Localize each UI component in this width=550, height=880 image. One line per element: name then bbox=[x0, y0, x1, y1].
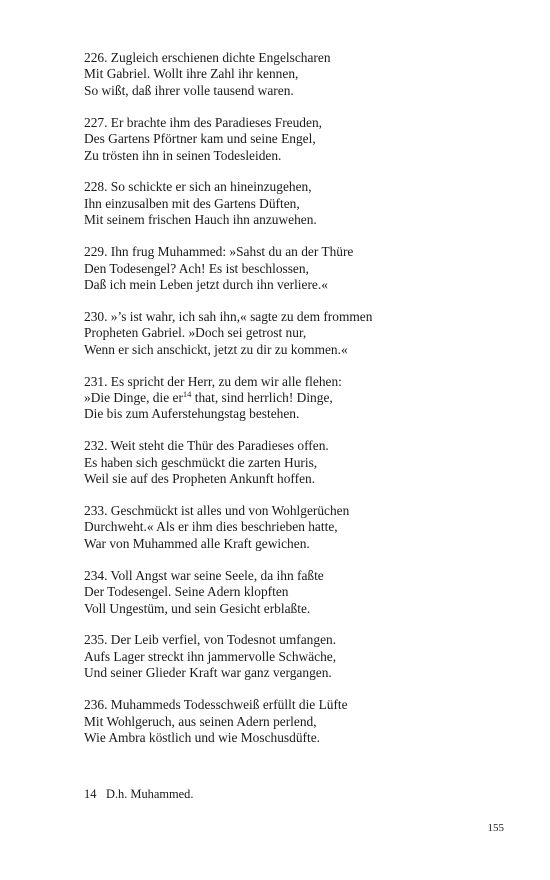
poem-body bbox=[84, 50, 524, 762]
verse-line bbox=[84, 536, 524, 552]
verse-line bbox=[84, 212, 524, 228]
verse-line bbox=[84, 115, 524, 131]
verse-text: Daß ich mein Leben jetzt durch ihn verliere.« bbox=[84, 276, 328, 292]
verse-text: Durchweht.« Als er ihm dies beschrieben hatte, bbox=[84, 519, 338, 535]
verse-line bbox=[84, 471, 524, 487]
verse-line bbox=[84, 196, 524, 212]
verse-text: Ihn einzusalben mit des Gartens Düften, bbox=[84, 195, 300, 211]
verse-text: 232. Weit steht die Thür des Paradieses offen. bbox=[84, 438, 329, 454]
verse-text: 233. Geschmückt ist alles und von Wohlgerüchen bbox=[84, 503, 350, 519]
verse-line bbox=[84, 730, 524, 746]
verse-line bbox=[84, 50, 524, 66]
verse-text: 227. Er brachte ihm des Paradieses Freuden, bbox=[84, 114, 322, 130]
verse-text: 231. Es spricht der Herr, zu dem wir alle flehen: bbox=[84, 373, 342, 389]
verse-text: »Die Dinge, die er bbox=[84, 390, 183, 405]
verse-text: 229. Ihn frug Muhammed: »Sahst du an der Thüre bbox=[84, 244, 354, 260]
stanza bbox=[84, 632, 524, 681]
stanza bbox=[84, 244, 524, 293]
verse-text: Die bis zum Auferstehungstag bestehen. bbox=[84, 406, 300, 422]
footnote-number: 14 bbox=[84, 787, 97, 801]
verse-text: 228. So schickte er sich an hineinzugehen, bbox=[84, 179, 312, 195]
verse-line bbox=[84, 66, 524, 82]
verse-line bbox=[84, 438, 524, 454]
verse-text: Es haben sich geschmückt die zarten Huris, bbox=[84, 454, 318, 470]
verse-line bbox=[84, 455, 524, 471]
footnote-text: D.h. Muhammed. bbox=[106, 787, 194, 801]
verse-line bbox=[84, 244, 524, 260]
verse-line bbox=[84, 406, 524, 422]
verse-line bbox=[84, 568, 524, 584]
verse-line bbox=[84, 632, 524, 648]
verse-text: 235. Der Leib verfiel, von Todesnot umfangen. bbox=[84, 632, 337, 648]
verse-line bbox=[84, 325, 524, 341]
verse-text: Weil sie auf des Propheten Ankunft hoffen. bbox=[84, 471, 316, 487]
verse-text: So wißt, daß ihrer volle tausend waren. bbox=[84, 82, 294, 98]
verse-text: 230. »’s ist wahr, ich sah ihn,« sagte zu dem frommen bbox=[84, 308, 373, 324]
stanza bbox=[84, 438, 524, 487]
verse-text: Wenn er sich anschickt, jetzt zu dir zu kommen.« bbox=[84, 341, 348, 357]
verse-text: Der Todesengel. Seine Adern klopften bbox=[84, 584, 289, 600]
verse-text: 226. Zugleich erschienen dichte Engelscharen bbox=[84, 50, 331, 65]
verse-line bbox=[84, 277, 524, 293]
stanza bbox=[84, 50, 524, 99]
verse-line bbox=[84, 665, 524, 681]
verse-text: 236. Muhammeds Todesschweiß erfüllt die Lüfte bbox=[84, 697, 348, 713]
stanza bbox=[84, 503, 524, 552]
verse-text: Zu trösten ihn in seinen Todesleiden. bbox=[84, 147, 282, 163]
stanza bbox=[84, 115, 524, 164]
verse-text: Mit Wohlgeruch, aus seinen Adern perlend, bbox=[84, 713, 317, 729]
verse-line bbox=[84, 179, 524, 195]
verse-text: Den Todesengel? Ach! Es ist beschlossen, bbox=[84, 260, 309, 276]
verse-line bbox=[84, 342, 524, 358]
verse-text-continued: that, sind herrlich! Dinge, bbox=[191, 390, 333, 405]
verse-line bbox=[84, 309, 524, 325]
stanza bbox=[84, 309, 524, 358]
verse-line bbox=[84, 131, 524, 147]
verse-line bbox=[84, 261, 524, 277]
verse-text: Mit seinem frischen Hauch ihn anzuwehen. bbox=[84, 212, 317, 228]
verse-line bbox=[84, 390, 524, 406]
verse-text: Aufs Lager streckt ihn jammervolle Schwäche, bbox=[84, 648, 337, 664]
verse-line bbox=[84, 148, 524, 164]
verse-text: Mit Gabriel. Wollt ihre Zahl ihr kennen, bbox=[84, 66, 299, 82]
verse-line bbox=[84, 83, 524, 99]
footnote bbox=[84, 787, 193, 802]
verse-text: Und seiner Glieder Kraft war ganz vergangen. bbox=[84, 665, 332, 681]
verse-line bbox=[84, 374, 524, 390]
verse-line bbox=[84, 714, 524, 730]
page-number: 155 bbox=[487, 822, 504, 834]
verse-text: Propheten Gabriel. »Doch sei getrost nur, bbox=[84, 325, 307, 341]
stanza bbox=[84, 697, 524, 746]
verse-line bbox=[84, 697, 524, 713]
verse-text: Wie Ambra köstlich und wie Moschusdüfte. bbox=[84, 730, 320, 745]
verse-text: War von Muhammed alle Kraft gewichen. bbox=[84, 535, 310, 551]
verse-line bbox=[84, 584, 524, 600]
verse-text: Des Gartens Pförtner kam und seine Engel, bbox=[84, 131, 316, 147]
stanza bbox=[84, 568, 524, 617]
verse-line bbox=[84, 519, 524, 535]
verse-text: 234. Voll Angst war seine Seele, da ihn faßte bbox=[84, 567, 324, 583]
footnote-marker: 14 bbox=[182, 389, 192, 399]
stanza bbox=[84, 179, 524, 228]
verse-text: Voll Ungestüm, und sein Gesicht erblaßte. bbox=[84, 600, 311, 616]
verse-line bbox=[84, 601, 524, 617]
verse-line bbox=[84, 503, 524, 519]
stanza bbox=[84, 374, 524, 423]
verse-line bbox=[84, 649, 524, 665]
